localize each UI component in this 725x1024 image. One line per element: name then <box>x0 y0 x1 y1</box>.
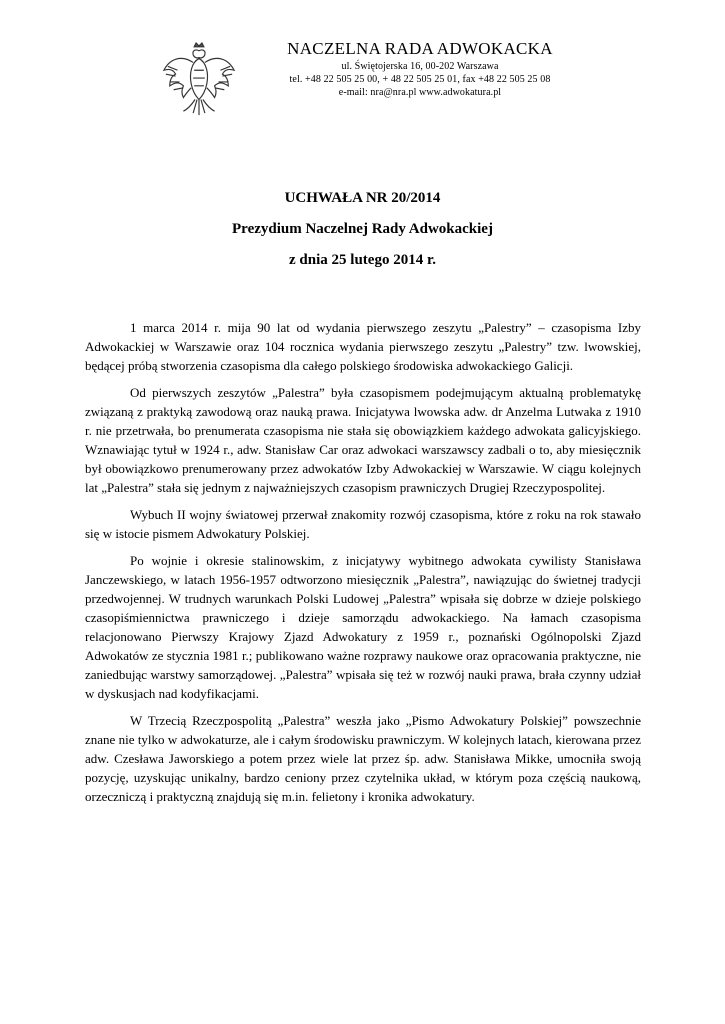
org-address: ul. Świętojerska 16, 00-202 Warszawa <box>341 61 499 72</box>
eagle-emblem-icon <box>160 40 238 120</box>
resolution-body <box>85 318 641 814</box>
org-contact: e-mail: nra@nra.pl www.adwokatura.pl <box>338 87 502 98</box>
resolution-issuer: Prezydium Naczelnej Rady Adwokackiej <box>232 221 493 237</box>
resolution-date: z dnia 25 lutego 2014 r. <box>289 252 436 268</box>
resolution-heading <box>0 183 725 276</box>
body-paragraph: Od pierwszych zeszytów „Palestra” była czasopismem podejmującym aktualną problematykę związaną z praktyką zawodową oraz nauką prawa. Inicjatywa lwowska adw. dr Anzelma Lutwaka z 1910 r. nie przetrwała, bo prenumerata czasopisma nie stała się obowiązkiem każdego adwokata galicyjskiego. Wznawiając tytuł w 1924 r., adw. Stanisław Car oraz adwokaci warszawscy zadbali o to, aby miesięcznik był obowiązkowo prenumerowany przez adwokatów Izby Adwokackiej w Warszawie. W ciągu kolejnych lat „Palestra” stała się jednym z najważniejszych czasopism prawniczych Drugiej Rzeczypospolitej. <box>85 385 641 495</box>
letterhead-text <box>230 38 610 99</box>
body-paragraph: 1 marca 2014 r. mija 90 lat od wydania pierwszego zeszytu „Palestry” – czasopisma Izby Adwokackiej w Warszawie oraz 104 rocznica wydania pierwszego zeszytu „Palestry” tzw. lwowskiej, będącej próbą stworzenia czasopisma dla całego polskiego środowiska adwokackiego Galicji. <box>85 320 641 373</box>
body-paragraph: Wybuch II wojny światowej przerwał znakomity rozwój czasopisma, które z roku na rok stawało się w istocie pismem Adwokatury Polskiej. <box>85 507 641 541</box>
body-paragraph: Po wojnie i okresie stalinowskim, z inicjatywy wybitnego adwokata cywilisty Stanisława Janczewskiego, w latach 1956-1957 odtworzono miesięcznik „Palestra”, nawiązując do świetnej tradycji przedwojennej. W trudnych warunkach Polski Ludowej „Palestra” wpisała się dobrze w dzieje polskiego czasopiśmiennictwa prawniczego i dzieje samorządu adwokackiego. Na łamach czasopisma relacjonowano Pierwszy Krajowy Zjazd Adwokatury z 1959 r., poznański Ogólnopolski Zjazd Adwokatów ze stycznia 1981 r.; publikowano ważne rozprawy naukowe oraz opracowania praktyczne, nie zaniedbując warstwy samorządowej. „Palestra” wpisała się też w rozwój nauki prawa, brała czynny udział w dyskusjach nad kodyfikacjami. <box>85 553 641 701</box>
org-name: NACZELNA RADA ADWOKACKA <box>287 39 553 58</box>
letterhead <box>160 38 590 120</box>
org-phones: tel. +48 22 505 25 00, + 48 22 505 25 01, fax +48 22 505 25 08 <box>289 74 551 85</box>
body-paragraph: W Trzecią Rzeczpospolitą „Palestra” weszła jako „Pismo Adwokatury Polskiej” powszechnie znane nie tylko w adwokaturze, ale i całym środowisku prawniczym. W kolejnych latach, kierowana przez adw. Czesława Jaworskiego a potem przez wiele lat przez śp. adw. Stanisława Mikke, umocniła swoją pozycję, uzyskując unikalny, bardzo ceniony przez czytelnika układ, w którym poza częścią naukową, orzeczniczą i praktyczną znajdują się m.in. felietony i kronika adwokatury. <box>85 713 641 804</box>
resolution-number: UCHWAŁA NR 20/2014 <box>284 190 441 206</box>
